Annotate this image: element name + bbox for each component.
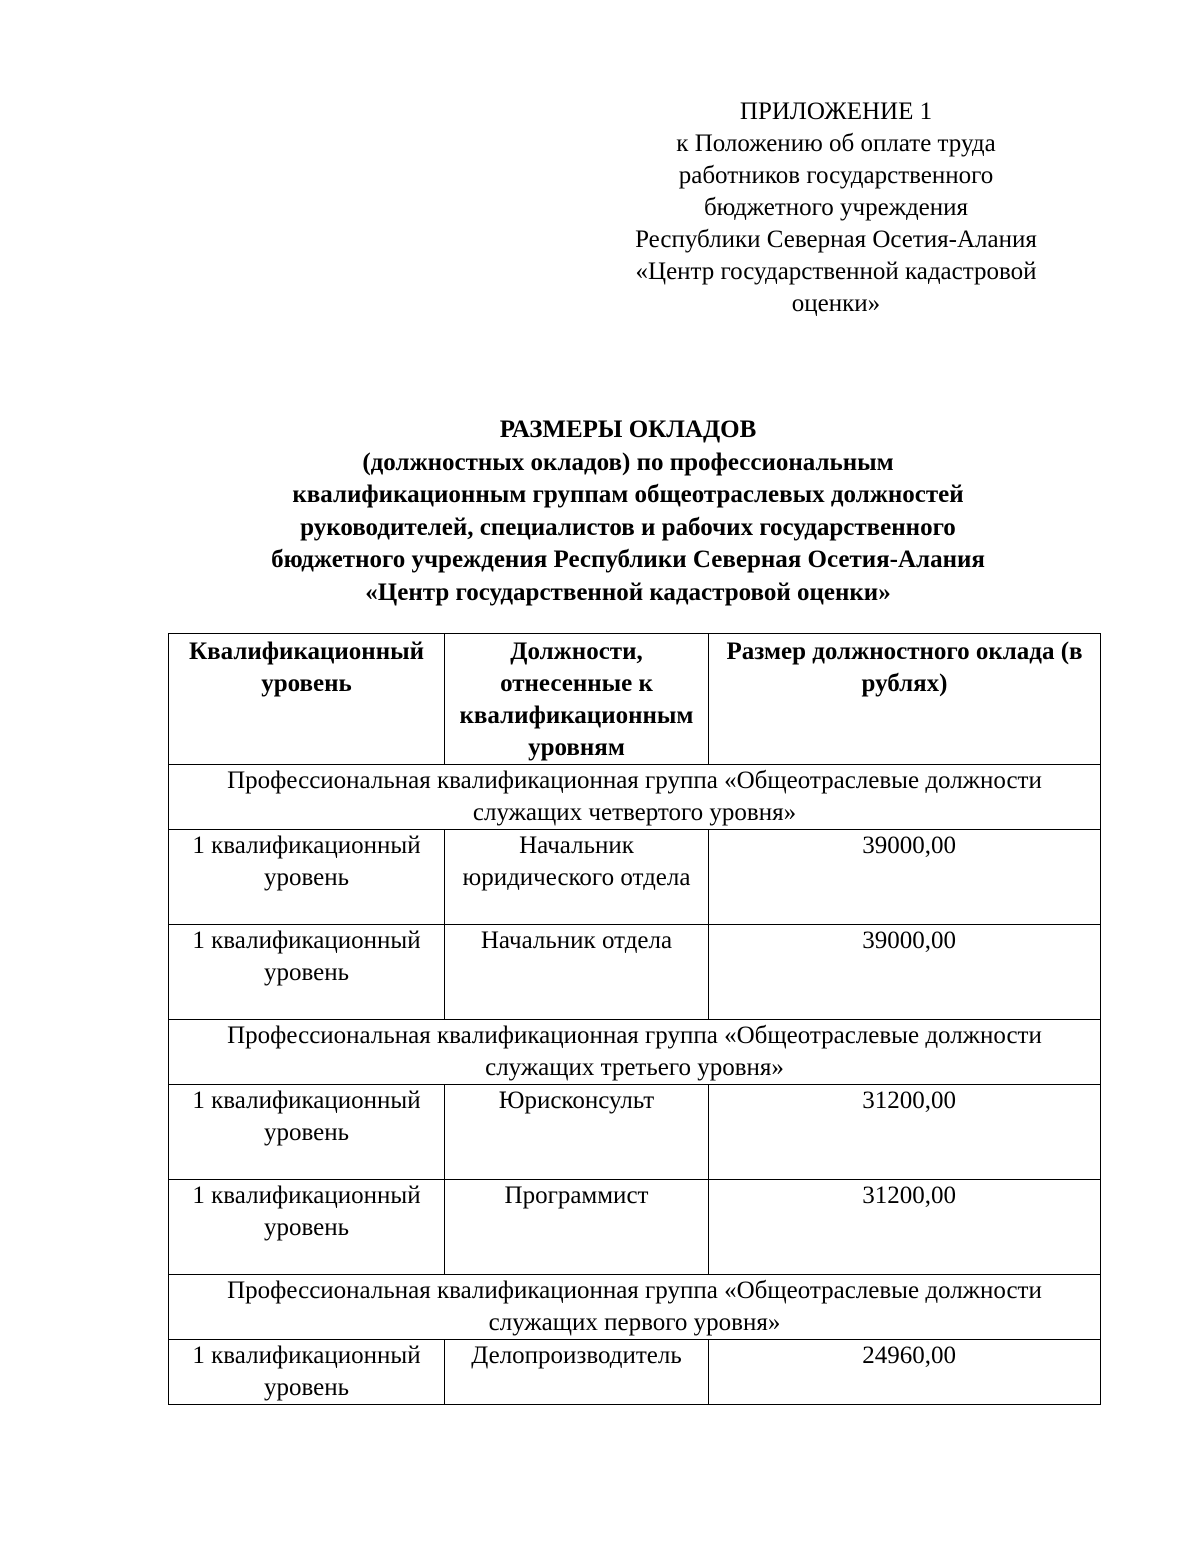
table-row	[169, 1180, 1101, 1275]
table-row	[169, 830, 1101, 925]
appendix-header	[610, 96, 1062, 320]
appendix-line: оценки»	[791, 290, 881, 317]
title-line: (должностных окладов) по профессиональным	[362, 448, 894, 476]
salary-table	[168, 633, 1101, 1405]
appendix-line: бюджетного учреждения	[703, 194, 969, 221]
group-row	[169, 765, 1101, 830]
header-cell-salary: Размер должностного оклада (в рублях)	[709, 634, 1101, 765]
appendix-line: Республики Северная Осетия-Алания	[635, 226, 1037, 253]
cell-position: Программист	[445, 1180, 709, 1275]
cell-position: Начальник отдела	[445, 925, 709, 1020]
cell-salary: 31200,00	[709, 1180, 1101, 1275]
group-row	[169, 1275, 1101, 1340]
cell-salary: 39000,00	[709, 925, 1101, 1020]
appendix-line: «Центр государственной кадастровой	[635, 258, 1037, 285]
appendix-line: работников государственного	[678, 162, 994, 189]
cell-position: Делопроизводитель	[445, 1340, 709, 1405]
cell-level: 1 квалификационный уровень	[169, 1340, 445, 1405]
title-line: РАЗМЕРЫ ОКЛАДОВ	[499, 416, 757, 443]
appendix-line: к Положению об оплате труда	[676, 130, 996, 157]
table-row	[169, 1340, 1101, 1405]
title-line: квалификационным группам общеотраслевых должностей	[292, 481, 964, 508]
cell-level: 1 квалификационный уровень	[169, 1085, 445, 1180]
group-row	[169, 1020, 1101, 1085]
appendix-line: ПРИЛОЖЕНИЕ 1	[739, 98, 933, 125]
group-title: Профессиональная квалификационная группа «Общеотраслевые должности служащих третьего уровня»	[169, 1020, 1101, 1085]
table-header-row	[169, 634, 1101, 765]
cell-salary: 39000,00	[709, 830, 1101, 925]
title-line: руководителей, специалистов и рабочих государственного	[300, 513, 956, 541]
title-line: «Центр государственной кадастровой оценки»	[365, 578, 891, 606]
cell-level: 1 квалификационный уровень	[169, 830, 445, 925]
cell-salary: 31200,00	[709, 1085, 1101, 1180]
header-cell-level: Квалификационный уровень	[169, 634, 445, 765]
title-line: бюджетного учреждения Республики Северная Осетия-Алания	[271, 546, 985, 573]
cell-position: Юрисконсульт	[445, 1085, 709, 1180]
group-title: Профессиональная квалификационная группа «Общеотраслевые должности служащих первого уровня»	[169, 1275, 1101, 1340]
cell-level: 1 квалификационный уровень	[169, 925, 445, 1020]
cell-level: 1 квалификационный уровень	[169, 1180, 445, 1275]
cell-salary: 24960,00	[709, 1340, 1101, 1405]
group-title: Профессиональная квалификационная группа «Общеотраслевые должности служащих четвертого уровня»	[169, 765, 1101, 830]
document-title	[150, 414, 1106, 609]
header-cell-position: Должности, отнесенные к квалификационным уровням	[445, 634, 709, 765]
table-row	[169, 1085, 1101, 1180]
cell-position: Начальник юридического отдела	[445, 830, 709, 925]
table-row	[169, 925, 1101, 1020]
